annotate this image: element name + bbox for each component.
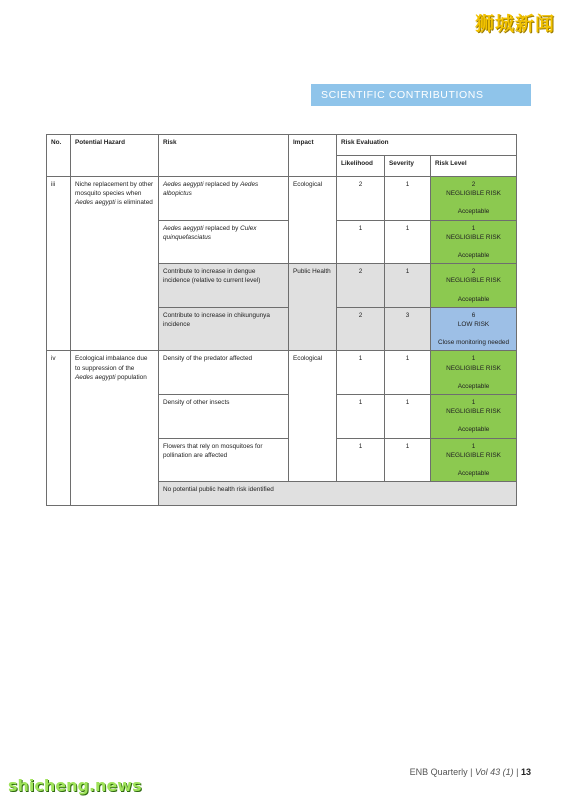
likelihood-value: 1 bbox=[337, 351, 385, 395]
header-risk: Risk bbox=[159, 135, 289, 177]
header-risk-level: Risk Level bbox=[431, 156, 517, 177]
header-row bbox=[47, 135, 517, 156]
risk-description: Density of other insects bbox=[159, 395, 289, 439]
severity-value: 1 bbox=[385, 351, 431, 395]
severity-value: 1 bbox=[385, 220, 431, 264]
risk-description: Aedes aegypti replaced by Aedes albopictus bbox=[159, 177, 289, 221]
section-banner: SCIENTIFIC CONTRIBUTIONS bbox=[311, 84, 531, 106]
impact-cell: Ecological bbox=[289, 351, 337, 482]
journal-name: ENB Quarterly bbox=[409, 767, 468, 777]
risk-description: Aedes aegypti replaced by Culex quinquefasciatus bbox=[159, 220, 289, 264]
potential-hazard: Niche replacement by other mosquito species when Aedes aegypti is eliminated bbox=[71, 177, 159, 351]
header-severity: Severity bbox=[385, 156, 431, 177]
page-footer: ENB Quarterly | Vol 43 (1) | 13 bbox=[409, 767, 531, 777]
risk-description: Contribute to increase in dengue incidence (relative to current level) bbox=[159, 264, 289, 308]
table-row bbox=[47, 177, 517, 221]
severity-value: 1 bbox=[385, 177, 431, 221]
page-number: 13 bbox=[520, 767, 531, 777]
likelihood-value: 2 bbox=[337, 264, 385, 308]
likelihood-value: 1 bbox=[337, 395, 385, 439]
risk-level-cell: 2 NEGLIGIBLE RISK Acceptable bbox=[431, 177, 517, 221]
risk-description: Contribute to increase in chikungunya incidence bbox=[159, 307, 289, 351]
header-likelihood: Likelihood bbox=[337, 156, 385, 177]
risk-level-cell: 1 NEGLIGIBLE RISK Acceptable bbox=[431, 220, 517, 264]
likelihood-value: 2 bbox=[337, 177, 385, 221]
potential-hazard: Ecological imbalance due to suppression of the Aedes aegypti population bbox=[71, 351, 159, 506]
likelihood-value: 1 bbox=[337, 220, 385, 264]
risk-level-cell: 1 NEGLIGIBLE RISK Acceptable bbox=[431, 438, 517, 482]
risk-description: Density of the predator affected bbox=[159, 351, 289, 395]
severity-value: 1 bbox=[385, 395, 431, 439]
public-health-note: No potential public health risk identified bbox=[159, 482, 517, 506]
header-risk-evaluation: Risk Evaluation bbox=[337, 135, 517, 156]
header-no: No. bbox=[47, 135, 71, 177]
hazard-number: iii bbox=[47, 177, 71, 351]
risk-level-cell: 1 NEGLIGIBLE RISK Acceptable bbox=[431, 395, 517, 439]
severity-value: 3 bbox=[385, 307, 431, 351]
likelihood-value: 2 bbox=[337, 307, 385, 351]
severity-value: 1 bbox=[385, 264, 431, 308]
risk-assessment-table bbox=[46, 134, 517, 506]
likelihood-value: 1 bbox=[337, 438, 385, 482]
journal-volume: Vol 43 (1) bbox=[474, 767, 514, 777]
hazard-number: iv bbox=[47, 351, 71, 506]
impact-cell: Public Health bbox=[289, 264, 337, 351]
risk-level-cell: 1 NEGLIGIBLE RISK Acceptable bbox=[431, 351, 517, 395]
watermark-top: 狮城新闻 bbox=[474, 13, 555, 35]
watermark-bottom: shicheng.news bbox=[8, 776, 142, 795]
risk-level-cell: 6 LOW RISK Close monitoring needed bbox=[431, 307, 517, 351]
header-impact: Impact bbox=[289, 135, 337, 177]
severity-value: 1 bbox=[385, 438, 431, 482]
table-row bbox=[47, 351, 517, 395]
impact-cell: Ecological bbox=[289, 177, 337, 264]
risk-description: Flowers that rely on mosquitoes for pollination are affected bbox=[159, 438, 289, 482]
risk-level-cell: 2 NEGLIGIBLE RISK Acceptable bbox=[431, 264, 517, 308]
header-hazard: Potential Hazard bbox=[71, 135, 159, 177]
